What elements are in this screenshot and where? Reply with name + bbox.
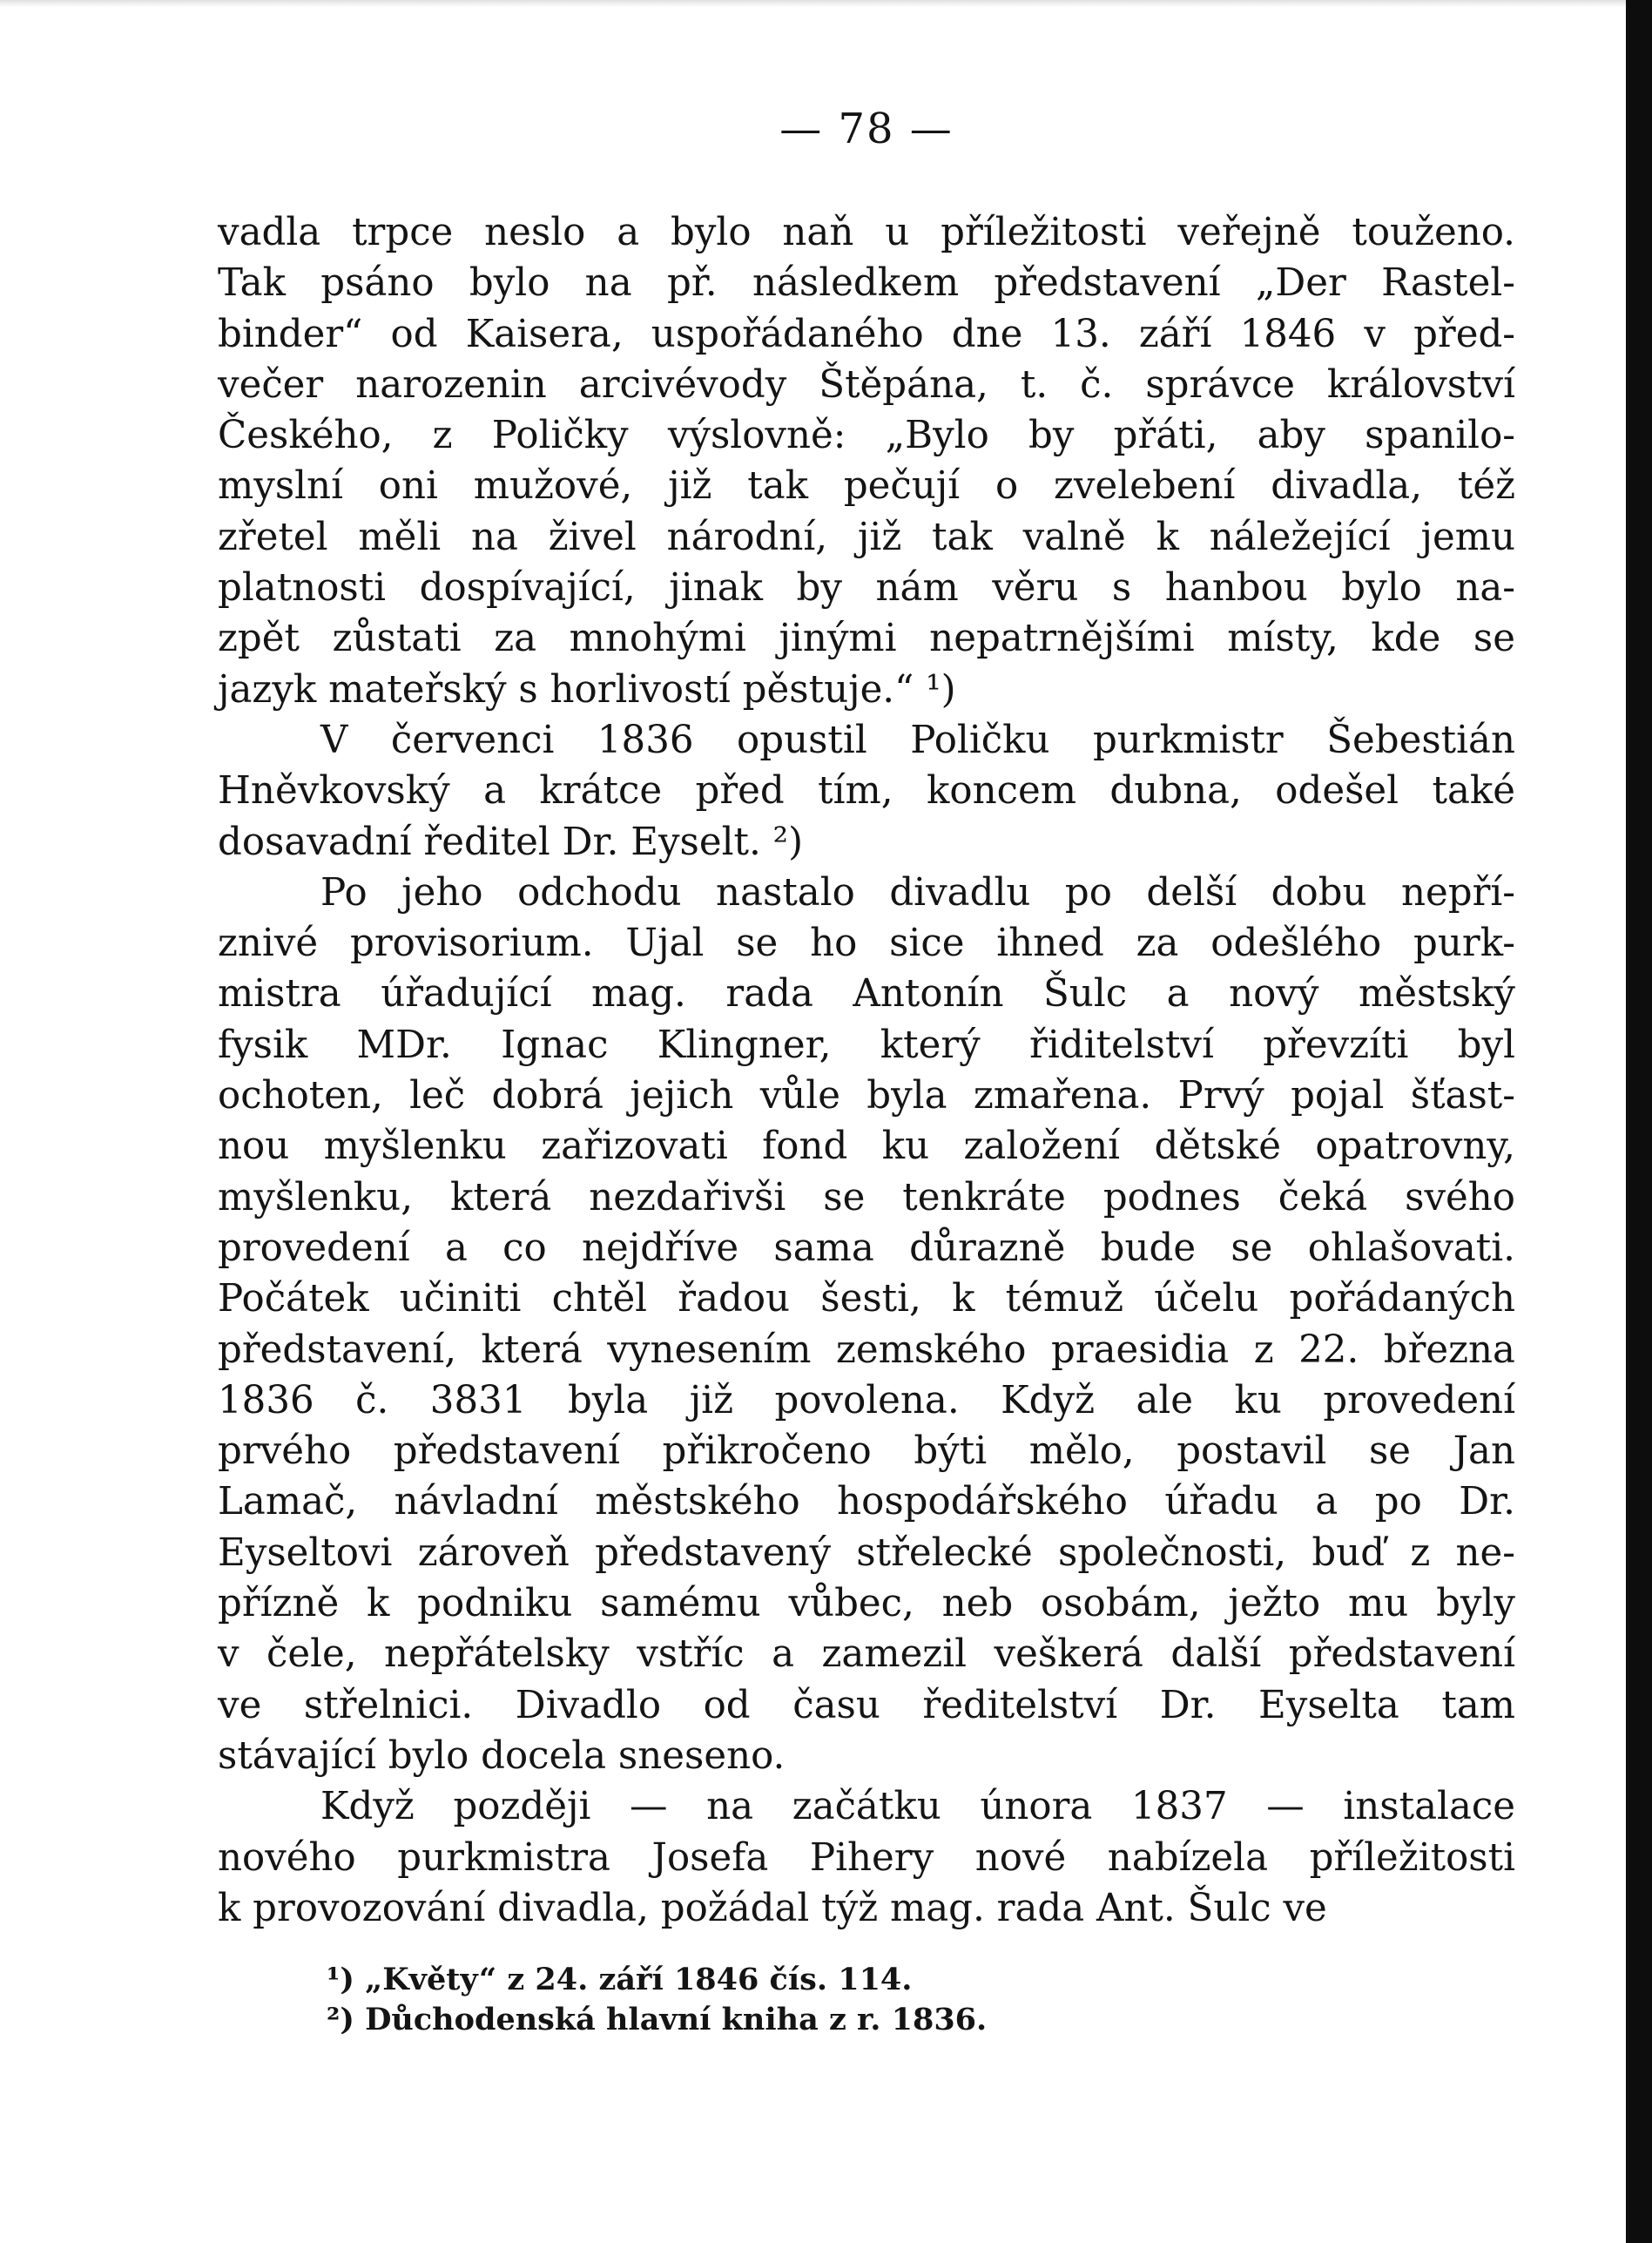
text-line: ochoten, leč dobrá jejich vůle byla zmařena. Prvý pojal šťast- bbox=[218, 1074, 1515, 1118]
footnote: ¹) „Květy“ z 24. září 1846 čís. 114. bbox=[327, 1962, 913, 1998]
text-line: 1836 č. 3831 byla již povolena. Když ale ku provedení bbox=[218, 1378, 1515, 1422]
text-line: k provozování divadla, požádal týž mag. rada Ant. Šulc ve bbox=[218, 1886, 1327, 1930]
text-line: myšlenku, která nezdařivši se tenkráte podnes čeká svého bbox=[218, 1175, 1515, 1219]
footnote: ²) Důchodenská hlavní kniha z r. 1836. bbox=[327, 2002, 988, 2038]
text-line: myslní oni mužové, již tak pečují o zvelebení divadla, též bbox=[218, 464, 1515, 509]
text-line: V červenci 1836 opustil Poličku purkmistr Šebestián bbox=[320, 718, 1515, 762]
page-number: — 78 — bbox=[779, 105, 954, 153]
footnotes bbox=[218, 1960, 1515, 2040]
scan-border-right bbox=[1626, 0, 1652, 2243]
text-line: v čele, nepřátelsky vstříc a zamezil veškerá další představení bbox=[218, 1632, 1515, 1677]
text-line: prvého představení přikročeno býti mělo, postavil se Jan bbox=[218, 1429, 1515, 1474]
text-line: zřetel měli na živel národní, již tak valně k náležející jemu bbox=[218, 515, 1515, 559]
text-line: fysik MDr. Ignac Klingner, který řiditelství převzíti byl bbox=[218, 1023, 1515, 1067]
text-line: Lamač, návladní městského hospodářského úřadu a po Dr. bbox=[218, 1480, 1515, 1524]
text-line: binder“ od Kaisera, uspořádaného dne 13. září 1846 v před- bbox=[218, 312, 1515, 356]
text-line: vadla trpce neslo a bylo naň u příležitosti veřejně touženo. bbox=[218, 211, 1515, 254]
text-line: Když později — na začátku února 1837 — instalace bbox=[320, 1785, 1515, 1829]
paragraph bbox=[218, 1781, 1515, 1934]
text-line: stávající bylo docela sneseno. bbox=[218, 1733, 786, 1778]
body-text bbox=[218, 207, 1515, 1934]
text-line: Tak psáno bylo na př. následkem představení „Der Rastel- bbox=[218, 261, 1515, 306]
text-line: představení, která vynesením zemského praesidia z 22. března bbox=[218, 1328, 1515, 1372]
text-line: nového purkmistra Josefa Pihery nové nabízela příležitosti bbox=[218, 1835, 1515, 1880]
page-top-edge bbox=[0, 0, 1652, 7]
text-line: přízně k podniku samému vůbec, neb osobám, ježto mu byly bbox=[218, 1582, 1515, 1626]
text-line: platnosti dospívající, jinak by nám věru s hanbou bylo na- bbox=[218, 566, 1515, 611]
text-line: zpět zůstati za mnohými jinými nepatrnějšími místy, kde se bbox=[218, 617, 1515, 661]
text-line: dosavadní ředitel Dr. Eyselt. ²) bbox=[218, 820, 804, 864]
text-line: Počátek učiniti chtěl řadou šesti, k témuž účelu pořádaných bbox=[218, 1277, 1515, 1321]
text-line: večer narozenin arcivévody Štěpána, t. č. správce království bbox=[218, 362, 1515, 407]
text-line: jazyk mateřský s horlivostí pěstuje.“ ¹) bbox=[218, 667, 956, 712]
text-line: provedení a co nejdříve sama důrazně bude se ohlašovati. bbox=[218, 1226, 1515, 1270]
book-page bbox=[218, 105, 1515, 2040]
paragraph bbox=[218, 207, 1515, 715]
paragraph bbox=[218, 715, 1515, 868]
text-line: mistra úřadující mag. rada Antonín Šulc a nový městský bbox=[218, 972, 1515, 1017]
text-line: Českého, z Poličky výslovně: „Bylo by přáti, aby spanilo- bbox=[218, 414, 1515, 458]
text-line: nou myšlenku zařizovati fond ku založení dětské opatrovny, bbox=[218, 1125, 1515, 1169]
text-line: znivé provisorium. Ujal se ho sice ihned za odešlého purk- bbox=[218, 922, 1515, 966]
text-line: Po jeho odchodu nastalo divadlu po delší dobu nepří- bbox=[320, 870, 1515, 915]
text-line: Eyseltovi zároveň představený střelecké společnosti, buď z ne- bbox=[218, 1530, 1515, 1575]
paragraph bbox=[218, 868, 1515, 1781]
text-line: Hněvkovský a krátce před tím, koncem dubna, odešel také bbox=[218, 769, 1515, 814]
text-line: ve střelnici. Divadlo od času ředitelství Dr. Eyselta tam bbox=[218, 1683, 1515, 1727]
